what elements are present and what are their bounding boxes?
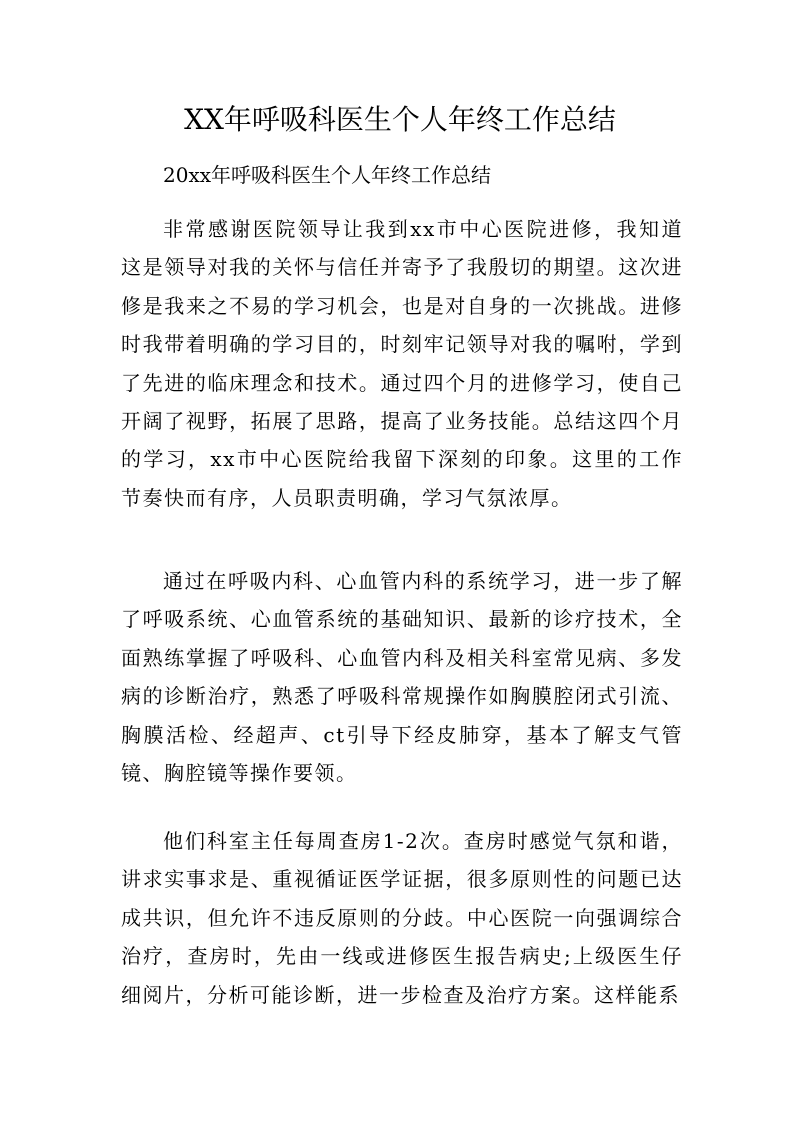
body-paragraph-1: 非常感谢医院领导让我到xx市中心医院进修，我知道这是领导对我的关怀与信任并寄予了我殷切的期望。这次进修是我来之不易的学习机会，也是对自身的一次挑战。进修时我带着明确的学习目的，时刻牢记领导对我的嘱咐，学到了先进的临床理念和技术。通过四个月的进修学习，使自己开阔了视野，拓展了思路，提高了业务技能。总结这四个月的学习，xx市中心医院给我留下深刻的印象。这里的工作节奏快而有序，人员职责明确，学习气氛浓厚。 [121, 217, 683, 510]
document-subtitle: 20xx年呼吸科医生个人年终工作总结 [163, 163, 492, 187]
body-paragraph-2: 通过在呼吸内科、心血管内科的系统学习，进一步了解了呼吸系统、心血管系统的基础知识、最新的诊疗技术，全面熟练掌握了呼吸科、心血管内科及相关科室常见病、多发病的诊断治疗，熟悉了呼吸科常规操作如胸膜腔闭式引流、胸膜活检、经超声、ct引导下经皮肺穿，基本了解支气管镜、胸腔镜等操作要领。 [121, 569, 683, 786]
document-title: XX年呼吸科医生个人年终工作总结 [184, 103, 616, 136]
body-paragraph-3: 他们科室主任每周查房1-2次。查房时感觉气氛和谐，讲求实事求是、重视循证医学证据，很多原则性的问题已达成共识，但允许不违反原则的分歧。中心医院一向强调综合治疗，查房时，先由一线或进修医生报告病史;上级医生仔细阅片，分析可能诊断，进一步检查及治疗方案。这样能系 [121, 829, 683, 1007]
